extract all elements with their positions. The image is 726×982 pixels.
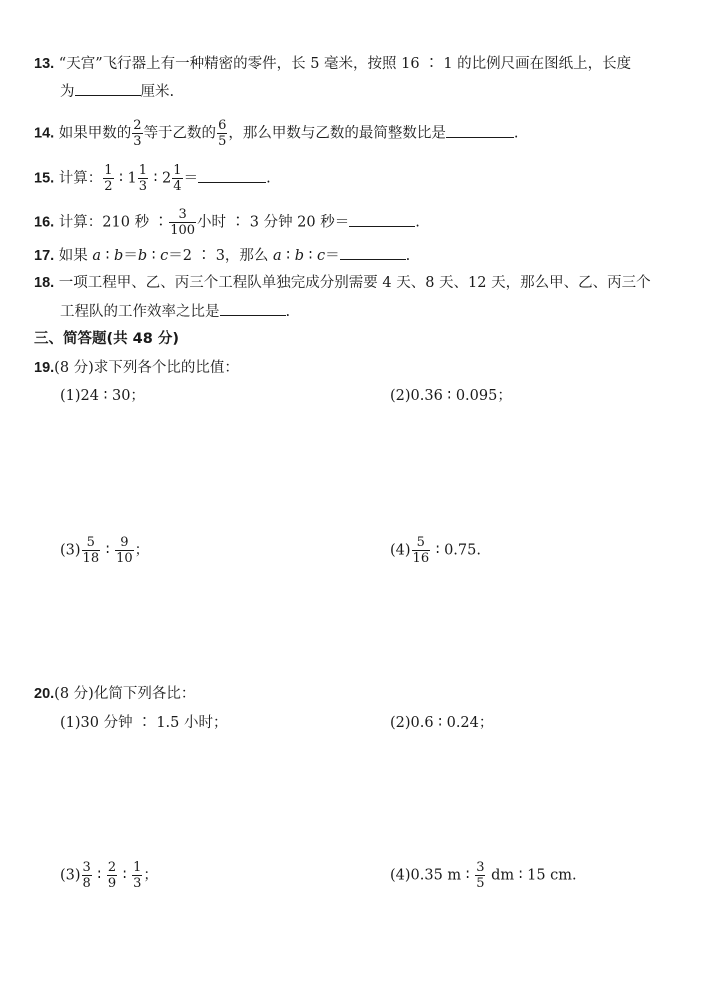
denominator: 5 [218, 134, 227, 149]
question-text: ∶ [304, 248, 317, 264]
sub-question-text: ∶ 0.75. [431, 542, 481, 559]
denominator: 9 [107, 876, 117, 891]
question-number: 16. [34, 214, 55, 231]
question-17 [34, 245, 410, 266]
variable: a [92, 248, 102, 264]
section-header [34, 329, 179, 349]
section-title: 三、简答题 [34, 331, 107, 347]
answer-blank[interactable] [349, 212, 415, 227]
fraction [82, 535, 101, 566]
denominator: 8 [82, 876, 91, 891]
question-text: 小时 ∶ 3 分钟 20 秒＝ [197, 214, 350, 231]
question-16 [34, 207, 420, 238]
fraction [169, 207, 196, 238]
question-text: . [415, 214, 420, 231]
denominator: 18 [82, 551, 100, 566]
question-text: 工程队的工作效率之比是 [60, 304, 220, 320]
section-score: (共 48 分) [106, 331, 180, 347]
variable: b [114, 248, 124, 264]
q19-part-3 [60, 535, 149, 566]
question-text: 计算： [58, 170, 103, 187]
numerator: 5 [416, 535, 425, 550]
question-text: ＝ [183, 170, 199, 187]
answer-blank[interactable] [220, 301, 286, 316]
question-number: 18. [34, 275, 55, 291]
question-text: 等于乙数的 [143, 125, 217, 142]
sub-question-text: (1)30 分钟 ∶ 1.5 小时； [60, 715, 228, 731]
variable: b [137, 248, 148, 264]
sub-question-text: dm ∶ 15 cm. [486, 867, 577, 884]
question-text: 为 [60, 84, 75, 100]
question-text: ∶ [147, 248, 161, 264]
sub-question-label: (4) [390, 542, 411, 559]
denominator: 4 [173, 179, 182, 194]
answer-blank[interactable] [198, 168, 266, 183]
fraction [412, 535, 431, 566]
fraction [217, 118, 227, 149]
question-20 [34, 684, 195, 704]
question-number: 20. [34, 686, 55, 702]
question-text: ＝ [123, 248, 138, 264]
question-text: . [285, 304, 291, 320]
question-number: 15. [34, 170, 55, 187]
fraction [103, 163, 113, 194]
question-13 [34, 54, 631, 74]
numerator: 3 [82, 860, 91, 875]
question-text: ∶ [101, 248, 115, 264]
numerator: 1 [173, 163, 182, 178]
question-number: 13. [34, 56, 55, 72]
variable: a [273, 248, 282, 264]
sub-question-text: (2)0.6 ∶ 0.24； [390, 715, 494, 731]
sub-question-label: (4)0.35 m ∶ [390, 867, 475, 884]
denominator: 3 [138, 179, 148, 194]
question-15 [34, 163, 271, 194]
question-text: 计算：210 秒 ∶ [58, 214, 169, 231]
sub-question-label: (3) [60, 867, 81, 884]
question-number: 14. [34, 125, 55, 142]
question-text: . [513, 125, 519, 142]
question-text: (8 分)求下列各个比的比值： [54, 360, 239, 376]
question-14 [34, 118, 518, 149]
denominator: 3 [133, 134, 142, 149]
q20-part-1 [60, 713, 228, 733]
answer-blank[interactable] [340, 245, 406, 260]
sub-question-text: ∶ [92, 867, 106, 884]
fraction [82, 860, 92, 891]
denominator: 10 [116, 551, 133, 566]
question-text: ∶ [281, 248, 295, 264]
variable: c [160, 248, 169, 264]
numerator: 3 [476, 860, 485, 875]
numerator: 5 [86, 535, 95, 550]
question-19 [34, 358, 239, 378]
denominator: 5 [476, 876, 485, 891]
q19-part-4 [390, 535, 481, 566]
question-text: ＝2 ∶ 3，那么 [168, 248, 274, 264]
sub-question-text: ； [134, 542, 150, 559]
sub-question-text: ； [143, 867, 158, 884]
q20-part-2 [390, 713, 493, 733]
fraction [172, 163, 182, 194]
question-18 [34, 273, 651, 293]
answer-blank[interactable] [446, 123, 514, 138]
question-text: 如果 [58, 248, 93, 264]
variable: b [294, 248, 304, 264]
question-text: . [266, 170, 271, 187]
denominator: 2 [104, 179, 113, 194]
sub-question-text: (2)0.36 ∶ 0.095； [390, 388, 512, 404]
numerator: 9 [120, 535, 129, 550]
answer-blank[interactable] [75, 81, 141, 96]
variable: c [317, 248, 326, 264]
q19-part-2 [390, 386, 512, 406]
numerator: 1 [104, 163, 113, 178]
numerator: 1 [133, 860, 142, 875]
numerator: 2 [133, 118, 142, 133]
question-text: 一项工程甲、乙、丙三个工程队单独完成分别需要 4 天、8 天、12 天，那么甲、乙、丙三个 [58, 275, 651, 291]
sub-question-text: ∶ [118, 867, 132, 884]
numerator: 6 [218, 118, 227, 133]
question-text: (8 分)化简下列各比： [54, 686, 196, 702]
question-text: 如果甲数的 [58, 125, 132, 142]
q20-part-4 [390, 860, 577, 891]
question-number: 19. [34, 360, 55, 376]
numerator: 2 [107, 860, 117, 875]
question-text: ，那么甲数与乙数的最简整数比是 [228, 125, 446, 142]
numerator: 3 [178, 207, 187, 222]
question-text: “天宫”飞行器上有一种精密的零件，长 5 毫米，按照 16 ∶ 1 的比例尺画在图纸上，长度 [58, 56, 632, 72]
numerator: 1 [138, 163, 148, 178]
sub-question-text: ∶ [101, 542, 115, 559]
question-text: ＝ [325, 248, 340, 264]
q19-part-1 [60, 386, 145, 406]
q20-part-3 [60, 860, 158, 891]
question-text: ∶ 2 [149, 170, 172, 187]
question-text: 厘米. [140, 84, 175, 100]
question-text: . [405, 248, 411, 264]
fraction [138, 163, 148, 194]
denominator: 100 [170, 223, 196, 238]
fraction [132, 860, 142, 891]
denominator: 16 [412, 551, 430, 566]
question-text: ∶ 1 [114, 170, 137, 187]
fraction [107, 860, 117, 891]
sub-question-label: (3) [60, 542, 81, 559]
question-18-cont [60, 301, 290, 322]
fraction [475, 860, 485, 891]
question-13-cont [60, 81, 174, 102]
denominator: 3 [133, 876, 142, 891]
fraction [132, 118, 142, 149]
fraction [115, 535, 134, 566]
question-number: 17. [34, 248, 55, 264]
sub-question-text: (1)24 ∶ 30； [60, 388, 145, 404]
